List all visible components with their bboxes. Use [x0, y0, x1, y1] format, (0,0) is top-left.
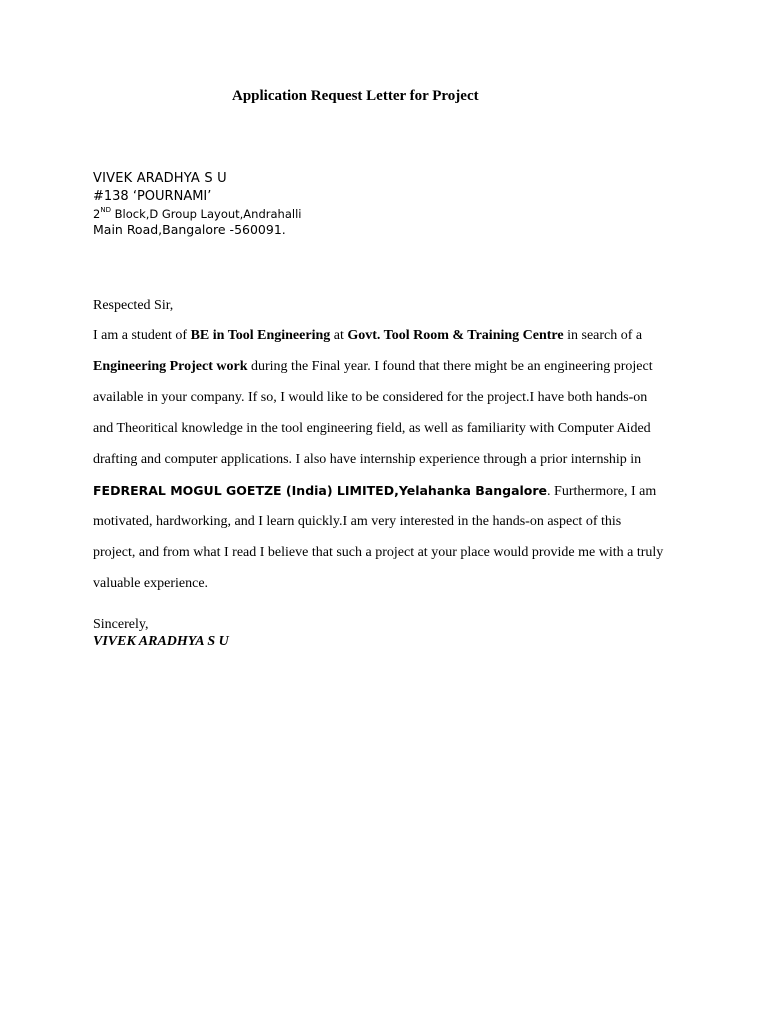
- body-text: at: [330, 328, 348, 343]
- body-line-7: motivated, hardworking, and I learn quickly.I am very interested in the hands-on aspect of this: [93, 514, 622, 529]
- body-line-6: [93, 483, 656, 500]
- body-line-8: project, and from what I read I believe that such a project at your place would provide me with a truly: [93, 545, 664, 560]
- body-text: I am a student of: [93, 328, 191, 343]
- closing: Sincerely,: [93, 617, 149, 632]
- project-type: Engineering Project work: [93, 359, 248, 374]
- institution-name: Govt. Tool Room & Training Centre: [347, 328, 564, 343]
- letter-title: Application Request Letter for Project: [232, 88, 479, 104]
- body-text: during the Final year. I found that there might be an engineering project: [247, 359, 653, 374]
- course-name: BE in Tool Engineering: [190, 328, 331, 343]
- body-text: in search of a: [563, 328, 643, 343]
- sender-address-line-2: [93, 206, 301, 221]
- salutation: Respected Sir,: [93, 298, 174, 313]
- address-block-suffix: ND: [100, 206, 111, 214]
- company-name: FEDRERAL MOGUL GOETZE (India) LIMITED,Yelahanka Bangalore: [93, 483, 548, 498]
- address-block-number: 2: [93, 207, 101, 221]
- sender-name: VIVEK ARADHYA S U: [93, 171, 227, 186]
- sender-address-line-1: #138 ‘POURNAMI’: [93, 189, 212, 204]
- body-line-2: [93, 359, 653, 375]
- body-line-1: [93, 328, 642, 344]
- sender-address-line-3: Main Road,Bangalore -560091.: [93, 222, 286, 237]
- body-text: . Furthermore, I am: [547, 484, 657, 499]
- body-line-5: drafting and computer applications. I also have internship experience through a prior internship in: [93, 452, 642, 467]
- body-line-4: and Theoritical knowledge in the tool engineering field, as well as familiarity with Computer Aided: [93, 421, 651, 436]
- signature-name: VIVEK ARADHYA S U: [93, 634, 229, 649]
- body-line-3: available in your company. If so, I would like to be considered for the project.I have both hands-on: [93, 390, 648, 405]
- address-block-rest: Block,D Group Layout,Andrahalli: [110, 207, 302, 221]
- body-line-9: valuable experience.: [93, 576, 209, 591]
